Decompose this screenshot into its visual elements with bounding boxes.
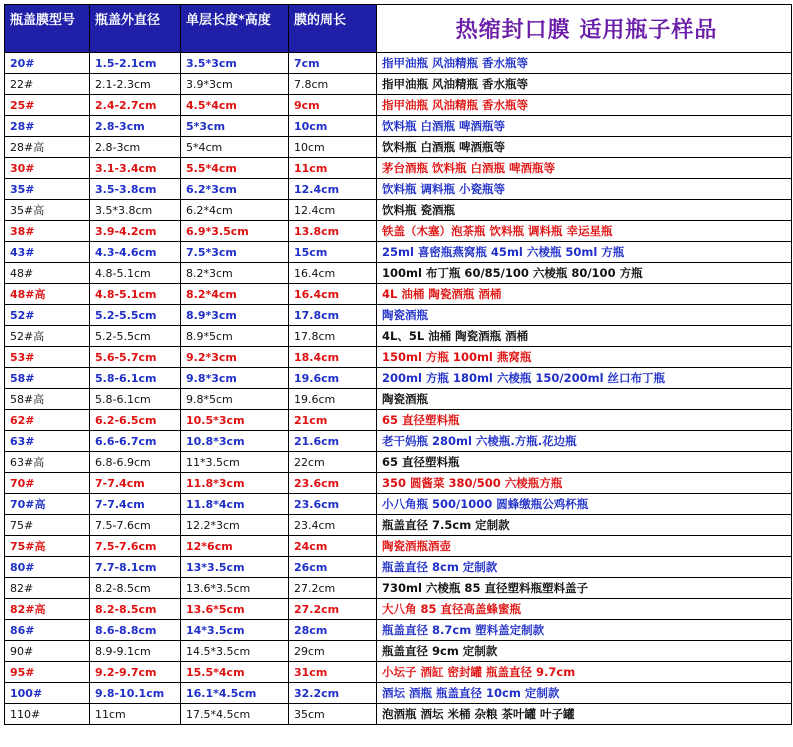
cell-sample: 老干妈瓶 280ml 六棱瓶.方瓶.花边瓶 xyxy=(377,431,792,452)
table-row xyxy=(5,683,792,704)
cell-length: 13.6*3.5cm xyxy=(181,578,289,599)
cell-perimeter: 12.4cm xyxy=(289,179,377,200)
table-row xyxy=(5,431,792,452)
cell-length: 9.8*3cm xyxy=(181,368,289,389)
cell-sample: 铁盖（木塞）泡茶瓶 饮料瓶 调料瓶 幸运星瓶 xyxy=(377,221,792,242)
cell-model: 75#高 xyxy=(5,536,90,557)
cell-model: 58# xyxy=(5,368,90,389)
cell-sample: 指甲油瓶 风油精瓶 香水瓶等 xyxy=(377,53,792,74)
cell-perimeter: 11cm xyxy=(289,158,377,179)
cell-model: 86# xyxy=(5,620,90,641)
cell-sample: 小坛子 酒缸 密封罐 瓶盖直径 9.7cm xyxy=(377,662,792,683)
cell-model: 110# xyxy=(5,704,90,725)
cell-diameter: 3.5-3.8cm xyxy=(90,179,181,200)
cell-sample: 瓶盖直径 7.5cm 定制款 xyxy=(377,515,792,536)
header-model: 瓶盖膜型号 xyxy=(5,5,90,53)
cell-sample: 饮料瓶 调料瓶 小瓷瓶等 xyxy=(377,179,792,200)
cell-diameter: 2.4-2.7cm xyxy=(90,95,181,116)
cell-diameter: 2.1-2.3cm xyxy=(90,74,181,95)
cell-diameter: 7.5-7.6cm xyxy=(90,515,181,536)
cell-sample: 4L、5L 油桶 陶瓷酒瓶 酒桶 xyxy=(377,326,792,347)
cell-length: 14.5*3.5cm xyxy=(181,641,289,662)
cell-diameter: 5.2-5.5cm xyxy=(90,326,181,347)
cell-length: 17.5*4.5cm xyxy=(181,704,289,725)
cell-length: 16.1*4.5cm xyxy=(181,683,289,704)
cell-sample: 陶瓷酒瓶酒壶 xyxy=(377,536,792,557)
cell-model: 75# xyxy=(5,515,90,536)
cell-perimeter: 12.4cm xyxy=(289,200,377,221)
cell-length: 5.5*4cm xyxy=(181,158,289,179)
cell-length: 6.2*3cm xyxy=(181,179,289,200)
cell-length: 8.9*5cm xyxy=(181,326,289,347)
cell-model: 28# xyxy=(5,116,90,137)
cell-perimeter: 31cm xyxy=(289,662,377,683)
cell-perimeter: 24cm xyxy=(289,536,377,557)
cell-length: 4.5*4cm xyxy=(181,95,289,116)
spec-table xyxy=(4,4,792,725)
cell-perimeter: 23.6cm xyxy=(289,494,377,515)
cell-length: 11*3.5cm xyxy=(181,452,289,473)
cell-sample: 65 直径塑料瓶 xyxy=(377,410,792,431)
cell-perimeter: 15cm xyxy=(289,242,377,263)
page-title: 热缩封口膜 适用瓶子样品 xyxy=(377,5,792,53)
table-row xyxy=(5,305,792,326)
table-row xyxy=(5,347,792,368)
cell-length: 13*3.5cm xyxy=(181,557,289,578)
cell-diameter: 4.8-5.1cm xyxy=(90,284,181,305)
cell-sample: 瓶盖直径 8.7cm 塑料盖定制款 xyxy=(377,620,792,641)
cell-sample: 瓶盖直径 8cm 定制款 xyxy=(377,557,792,578)
table-row xyxy=(5,578,792,599)
cell-model: 52# xyxy=(5,305,90,326)
cell-perimeter: 10cm xyxy=(289,137,377,158)
cell-model: 63#高 xyxy=(5,452,90,473)
table-row xyxy=(5,599,792,620)
table-row xyxy=(5,662,792,683)
cell-model: 35# xyxy=(5,179,90,200)
cell-model: 58#高 xyxy=(5,389,90,410)
cell-diameter: 3.1-3.4cm xyxy=(90,158,181,179)
cell-perimeter: 23.4cm xyxy=(289,515,377,536)
table-row xyxy=(5,641,792,662)
cell-sample: 大八角 85 直径高盖蜂蜜瓶 xyxy=(377,599,792,620)
cell-sample: 陶瓷酒瓶 xyxy=(377,305,792,326)
cell-diameter: 7-7.4cm xyxy=(90,473,181,494)
cell-model: 62# xyxy=(5,410,90,431)
cell-diameter: 1.5-2.1cm xyxy=(90,53,181,74)
cell-perimeter: 27.2cm xyxy=(289,599,377,620)
table-row xyxy=(5,200,792,221)
cell-sample: 100ml 布丁瓶 60/85/100 六棱瓶 80/100 方瓶 xyxy=(377,263,792,284)
cell-sample: 200ml 方瓶 180ml 六棱瓶 150/200ml 丝口布丁瓶 xyxy=(377,368,792,389)
cell-sample: 酒坛 酒瓶 瓶盖直径 10cm 定制款 xyxy=(377,683,792,704)
table-row xyxy=(5,242,792,263)
table-row xyxy=(5,158,792,179)
cell-perimeter: 26cm xyxy=(289,557,377,578)
header-length: 单层长度*高度 xyxy=(181,5,289,53)
table-row xyxy=(5,473,792,494)
cell-perimeter: 16.4cm xyxy=(289,263,377,284)
cell-model: 95# xyxy=(5,662,90,683)
cell-sample: 350 圆酱菜 380/500 六棱瓶方瓶 xyxy=(377,473,792,494)
cell-diameter: 3.9-4.2cm xyxy=(90,221,181,242)
cell-perimeter: 35cm xyxy=(289,704,377,725)
cell-perimeter: 17.8cm xyxy=(289,305,377,326)
cell-perimeter: 7cm xyxy=(289,53,377,74)
table-row xyxy=(5,74,792,95)
cell-perimeter: 27.2cm xyxy=(289,578,377,599)
cell-sample: 瓶盖直径 9cm 定制款 xyxy=(377,641,792,662)
cell-model: 80# xyxy=(5,557,90,578)
cell-sample: 730ml 六棱瓶 85 直径塑料瓶塑料盖子 xyxy=(377,578,792,599)
cell-perimeter: 21.6cm xyxy=(289,431,377,452)
cell-diameter: 2.8-3cm xyxy=(90,137,181,158)
cell-model: 90# xyxy=(5,641,90,662)
cell-sample: 饮料瓶 白酒瓶 啤酒瓶等 xyxy=(377,137,792,158)
cell-model: 82# xyxy=(5,578,90,599)
cell-diameter: 5.8-6.1cm xyxy=(90,389,181,410)
cell-model: 25# xyxy=(5,95,90,116)
cell-perimeter: 17.8cm xyxy=(289,326,377,347)
cell-diameter: 7-7.4cm xyxy=(90,494,181,515)
cell-length: 9.2*3cm xyxy=(181,347,289,368)
cell-perimeter: 9cm xyxy=(289,95,377,116)
cell-model: 28#高 xyxy=(5,137,90,158)
cell-perimeter: 21cm xyxy=(289,410,377,431)
cell-perimeter: 13.8cm xyxy=(289,221,377,242)
header-perimeter: 膜的周长 xyxy=(289,5,377,53)
cell-diameter: 5.2-5.5cm xyxy=(90,305,181,326)
table-row xyxy=(5,494,792,515)
table-row xyxy=(5,95,792,116)
cell-diameter: 3.5*3.8cm xyxy=(90,200,181,221)
table-row xyxy=(5,410,792,431)
cell-sample: 饮料瓶 白酒瓶 啤酒瓶等 xyxy=(377,116,792,137)
table-row xyxy=(5,284,792,305)
cell-diameter: 8.2-8.5cm xyxy=(90,599,181,620)
cell-sample: 茅台酒瓶 饮料瓶 白酒瓶 啤酒瓶等 xyxy=(377,158,792,179)
cell-diameter: 8.6-8.8cm xyxy=(90,620,181,641)
cell-length: 10.8*3cm xyxy=(181,431,289,452)
cell-length: 12.2*3cm xyxy=(181,515,289,536)
cell-diameter: 8.9-9.1cm xyxy=(90,641,181,662)
cell-length: 11.8*3cm xyxy=(181,473,289,494)
cell-sample: 65 直径塑料瓶 xyxy=(377,452,792,473)
cell-length: 5*3cm xyxy=(181,116,289,137)
cell-length: 12*6cm xyxy=(181,536,289,557)
cell-sample: 泡酒瓶 酒坛 米桶 杂粮 茶叶罐 叶子罐 xyxy=(377,704,792,725)
table-row xyxy=(5,179,792,200)
cell-perimeter: 16.4cm xyxy=(289,284,377,305)
cell-length: 3.5*3cm xyxy=(181,53,289,74)
table-row xyxy=(5,326,792,347)
table-row xyxy=(5,263,792,284)
cell-model: 48# xyxy=(5,263,90,284)
table-row xyxy=(5,53,792,74)
cell-diameter: 5.8-6.1cm xyxy=(90,368,181,389)
cell-diameter: 9.2-9.7cm xyxy=(90,662,181,683)
cell-perimeter: 22cm xyxy=(289,452,377,473)
table-row xyxy=(5,557,792,578)
cell-model: 53# xyxy=(5,347,90,368)
cell-perimeter: 19.6cm xyxy=(289,389,377,410)
cell-length: 13.6*5cm xyxy=(181,599,289,620)
cell-perimeter: 19.6cm xyxy=(289,368,377,389)
cell-length: 8.2*3cm xyxy=(181,263,289,284)
cell-perimeter: 18.4cm xyxy=(289,347,377,368)
cell-length: 9.8*5cm xyxy=(181,389,289,410)
table-row xyxy=(5,221,792,242)
table-row xyxy=(5,389,792,410)
cell-diameter: 7.7-8.1cm xyxy=(90,557,181,578)
table-row xyxy=(5,368,792,389)
cell-length: 14*3.5cm xyxy=(181,620,289,641)
cell-diameter: 7.5-7.6cm xyxy=(90,536,181,557)
cell-length: 5*4cm xyxy=(181,137,289,158)
cell-model: 70#高 xyxy=(5,494,90,515)
cell-length: 8.9*3cm xyxy=(181,305,289,326)
cell-length: 6.9*3.5cm xyxy=(181,221,289,242)
table-row xyxy=(5,116,792,137)
cell-length: 7.5*3cm xyxy=(181,242,289,263)
cell-diameter: 8.2-8.5cm xyxy=(90,578,181,599)
table-row xyxy=(5,137,792,158)
table-row xyxy=(5,452,792,473)
cell-diameter: 4.8-5.1cm xyxy=(90,263,181,284)
header-diameter: 瓶盖外直径 xyxy=(90,5,181,53)
cell-sample: 饮料瓶 瓷酒瓶 xyxy=(377,200,792,221)
cell-model: 82#高 xyxy=(5,599,90,620)
cell-model: 52#高 xyxy=(5,326,90,347)
cell-sample: 陶瓷酒瓶 xyxy=(377,389,792,410)
cell-model: 30# xyxy=(5,158,90,179)
cell-diameter: 6.2-6.5cm xyxy=(90,410,181,431)
table-row xyxy=(5,536,792,557)
cell-model: 48#高 xyxy=(5,284,90,305)
cell-model: 70# xyxy=(5,473,90,494)
cell-length: 8.2*4cm xyxy=(181,284,289,305)
cell-model: 63# xyxy=(5,431,90,452)
cell-sample: 150ml 方瓶 100ml 燕窝瓶 xyxy=(377,347,792,368)
table-row xyxy=(5,704,792,725)
cell-model: 100# xyxy=(5,683,90,704)
cell-diameter: 6.6-6.7cm xyxy=(90,431,181,452)
cell-model: 20# xyxy=(5,53,90,74)
cell-model: 38# xyxy=(5,221,90,242)
cell-diameter: 11cm xyxy=(90,704,181,725)
cell-length: 11.8*4cm xyxy=(181,494,289,515)
cell-diameter: 6.8-6.9cm xyxy=(90,452,181,473)
cell-sample: 4L 油桶 陶瓷酒瓶 酒桶 xyxy=(377,284,792,305)
cell-sample: 25ml 喜密瓶燕窝瓶 45ml 六棱瓶 50ml 方瓶 xyxy=(377,242,792,263)
cell-model: 22# xyxy=(5,74,90,95)
cell-perimeter: 23.6cm xyxy=(289,473,377,494)
cell-diameter: 5.6-5.7cm xyxy=(90,347,181,368)
header-row xyxy=(5,5,792,53)
cell-perimeter: 28cm xyxy=(289,620,377,641)
cell-sample: 指甲油瓶 风油精瓶 香水瓶等 xyxy=(377,74,792,95)
cell-length: 15.5*4cm xyxy=(181,662,289,683)
cell-diameter: 2.8-3cm xyxy=(90,116,181,137)
cell-sample: 指甲油瓶 风油精瓶 香水瓶等 xyxy=(377,95,792,116)
cell-model: 35#高 xyxy=(5,200,90,221)
cell-diameter: 9.8-10.1cm xyxy=(90,683,181,704)
cell-perimeter: 10cm xyxy=(289,116,377,137)
table-row xyxy=(5,515,792,536)
spec-sheet xyxy=(4,4,791,745)
table-body xyxy=(5,53,792,725)
cell-perimeter: 32.2cm xyxy=(289,683,377,704)
cell-perimeter: 29cm xyxy=(289,641,377,662)
cell-sample: 小八角瓶 500/1000 圆蜂缴瓶公鸡杯瓶 xyxy=(377,494,792,515)
cell-model: 43# xyxy=(5,242,90,263)
cell-length: 6.2*4cm xyxy=(181,200,289,221)
cell-perimeter: 7.8cm xyxy=(289,74,377,95)
cell-length: 3.9*3cm xyxy=(181,74,289,95)
table-row xyxy=(5,620,792,641)
cell-diameter: 4.3-4.6cm xyxy=(90,242,181,263)
cell-length: 10.5*3cm xyxy=(181,410,289,431)
